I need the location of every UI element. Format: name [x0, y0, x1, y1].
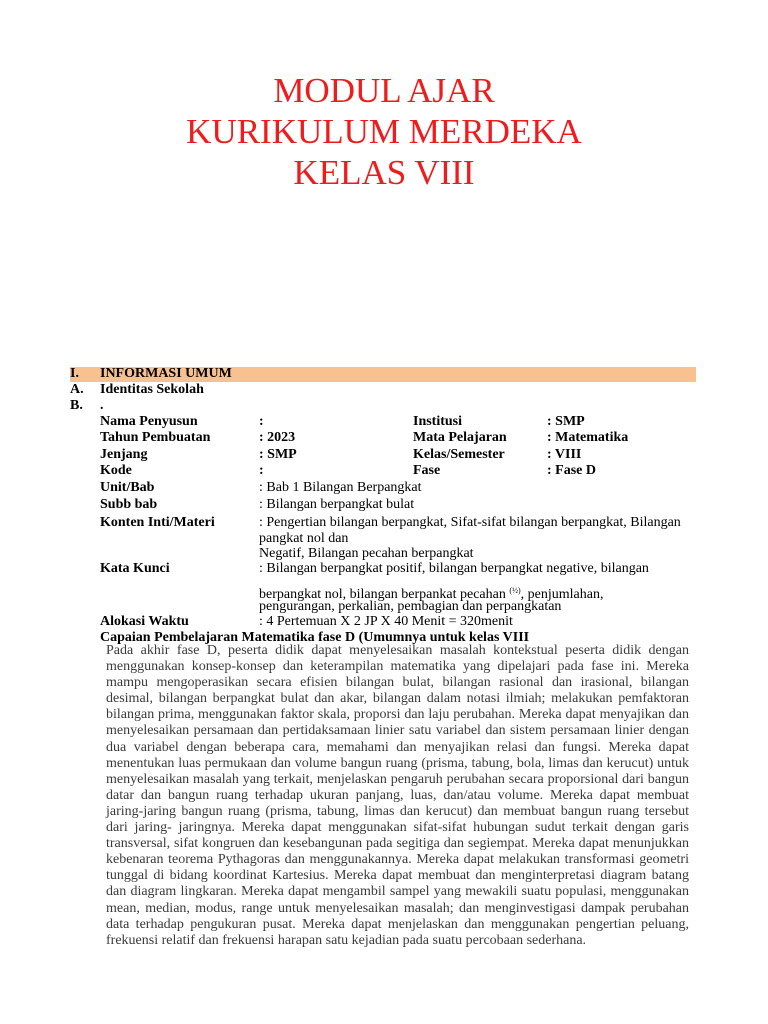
identity-label-2: Mata Pelajaran	[413, 430, 507, 445]
title-line-3: KELAS VIII	[293, 153, 475, 192]
identity-value-2: : SMP	[547, 414, 585, 429]
alokasi-value: : 4 Pertemuan X 2 JP X 40 Menit = 320menit	[259, 614, 513, 629]
konten-label: Konten Inti/Materi	[100, 515, 215, 530]
identity-label-2: Institusi	[413, 414, 463, 429]
capaian-paragraph: Pada akhir fase D, peserta didik dapat menyelesaikan masalah kontekstual peserta didik dengan menggunakan konsep-konsep dan keterampilan matematika yang dipelajari pada fase ini. Mereka mampu mengoperasikan secara efisien bilangan bulat, bilangan rasional dan irasional, bilangan desimal, bilangan berpangkat bulat dan akar, bilangan dalam notasi ilmiah; melakukan pemfaktoran bilangan prima, menggunakan faktor skala, proporsi dan laju perubahan. Mereka dapat menyajikan dan menyelesaikan persamaan dan pertidaksamaan linier satu variabel dan sistem persamaan linier dengan dua variabel dengan beberapa cara, memahami dan menyajikan relasi dan fungsi. Mereka dapat menentukan luas permukaan dan volume bangun ruang (prisma, tabung, bola, limas dan kerucut) untuk menyelesaikan masalah yang terkait, menjelaskan pengaruh perubahan secara proporsional dari bangun datar dan bangun ruang terhadap ukuran panjang, luas, dan/atau volume. Mereka dapat membuat jaring-jaring bangun ruang (prisma, tabung, limas dan kerucut) dan membuat bangun ruang tersebut dari jaring- jaringnya. Mereka dapat menggunakan sifat-sifat hubungan sudut terkait dengan garis transversal, sifat kongruen dan kesebangunan pada segitiga dan segiempat. Mereka dapat menunjukkan kebenaran teorema Pythagoras dan menggunakannya. Mereka dapat melakukan transformasi geometri tunggal di bidang koordinat Kartesius. Mereka dapat membuat dan menginterpretasi diagram batang dan diagram lingkaran. Mereka dapat mengambil sampel yang mewakili suatu populasi, menggunakan mean, median, modus, range untuk menyelesaikan masalah; dan menginvestigasi dampak perubahan data terhadap pengukuran pusat. Mereka dapat menjelaskan dan menggunakan pengertian peluang, frekuensi relatif dan frekuensi harapan satu kejadian pada suatu percobaan sederhana.	[106, 643, 689, 948]
identity-label: Jenjang	[100, 447, 148, 462]
identity-value-2: : Matematika	[547, 430, 629, 445]
kata-kunci-line-3: pengurangan, perkalian, pembagian dan perpangkatan	[259, 599, 562, 614]
identity-label: Tahun Pembuatan	[100, 430, 211, 445]
identity-label: Nama Penyusun	[100, 414, 198, 429]
konten-value-line-3: Negatif, Bilangan pecahan berpangkat	[259, 546, 474, 561]
subsection-a-label: Identitas Sekolah	[100, 382, 204, 397]
document-title	[0, 70, 768, 193]
konten-value-line-2: pangkat nol dan	[259, 531, 349, 546]
identity-label: Kode	[100, 463, 132, 478]
section-heading: INFORMASI UMUM	[100, 366, 232, 381]
unit-value: : Bab 1 Bilangan Berpangkat	[259, 480, 422, 495]
subsection-a-number: A.	[70, 382, 84, 397]
subbab-label: Subb bab	[100, 497, 158, 512]
kata-kunci-label: Kata Kunci	[100, 561, 170, 576]
identity-value-2: : VIII	[547, 447, 582, 462]
kata-kunci-line-1: : Bilangan berpangkat positif, bilangan berpangkat negative, bilangan	[259, 561, 649, 576]
kata-kunci-line-2b: , penjumlahan,	[520, 587, 604, 602]
title-line-1: MODUL AJAR	[273, 71, 495, 110]
identity-value: : 2023	[259, 430, 296, 445]
konten-value-line-1: : Pengertian bilangan berpangkat, Sifat-sifat bilangan berpangkat, Bilangan	[259, 515, 681, 530]
unit-label: Unit/Bab	[100, 480, 155, 495]
alokasi-label: Alokasi Waktu	[100, 614, 189, 629]
identity-label-2: Fase	[413, 463, 441, 478]
identity-label-2: Kelas/Semester	[413, 447, 505, 462]
identity-value: :	[259, 463, 264, 478]
subsection-b-number: B.	[70, 398, 83, 413]
subbab-value: : Bilangan berpangkat bulat	[259, 497, 415, 512]
identity-value: : SMP	[259, 447, 297, 462]
identity-value: :	[259, 414, 264, 429]
section-number: I.	[70, 366, 79, 381]
fraction-half: (½)	[509, 586, 521, 595]
capaian-heading: Capaian Pembelajaran Matematika fase D (Umumnya untuk kelas VIII	[100, 630, 530, 645]
subsection-b-label: .	[100, 398, 104, 413]
identity-value-2: : Fase D	[547, 463, 596, 478]
kata-kunci-line-2a: berpangkat nol, bilangan berpankat pecahan	[259, 587, 506, 602]
title-line-2: KURIKULUM MERDEKA	[186, 112, 582, 151]
